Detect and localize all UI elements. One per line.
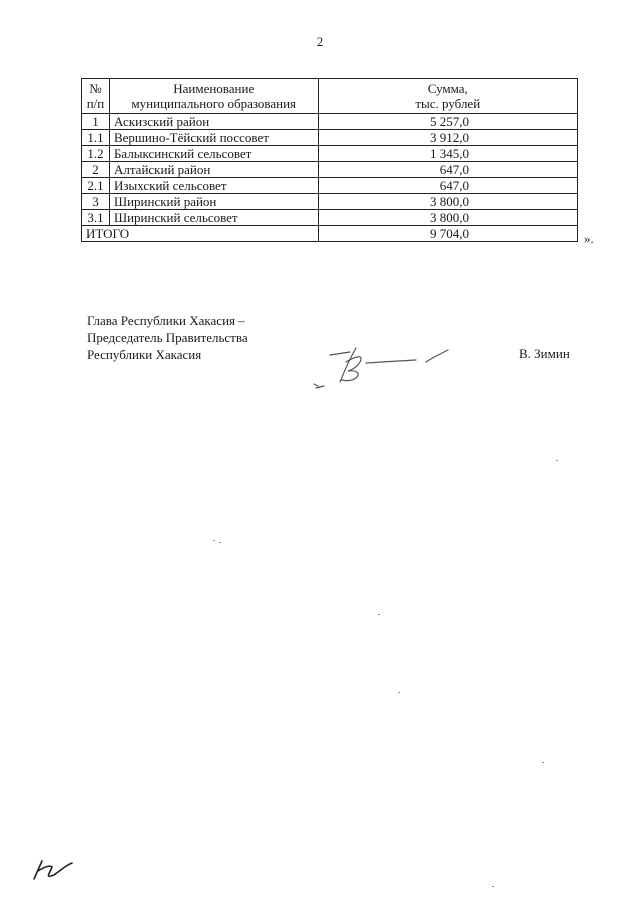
row-municipality: Изыхский сельсовет	[109, 178, 318, 194]
row-sum: 3 912,0	[318, 130, 578, 146]
signature-mark	[310, 340, 460, 390]
header-sum	[318, 79, 578, 114]
row-sum: 5 257,0	[318, 114, 578, 130]
row-sum: 1 345,0	[318, 146, 578, 162]
table-row	[82, 130, 578, 146]
table-total-row	[82, 226, 578, 242]
row-sum: 3 800,0	[318, 194, 578, 210]
scan-speck	[378, 614, 380, 615]
row-municipality: Ширинский сельсовет	[109, 210, 318, 226]
table-row	[82, 178, 578, 194]
scan-speck	[398, 692, 400, 693]
row-sum: 3 800,0	[318, 210, 578, 226]
table-header-row	[82, 79, 578, 114]
row-number: 1.2	[82, 146, 110, 162]
row-municipality: Вершино-Тёйский поссовет	[109, 130, 318, 146]
row-municipality: Алтайский район	[109, 162, 318, 178]
row-number: 1	[82, 114, 110, 130]
scan-speck	[213, 540, 215, 541]
table-row	[82, 194, 578, 210]
header-municipality-line1: Наименование	[173, 81, 255, 96]
signer-name: В. Зимин	[519, 346, 570, 361]
header-sum-line1: Сумма,	[427, 81, 468, 96]
total-label: ИТОГО	[82, 226, 319, 242]
header-municipality	[109, 79, 318, 114]
signatory-block	[87, 312, 248, 363]
closing-quote: ».	[584, 231, 594, 246]
table-row	[82, 210, 578, 226]
header-number-line2: п/п	[86, 96, 105, 111]
allocation-table	[81, 78, 578, 242]
table-row	[82, 146, 578, 162]
signatory-title-line1: Глава Республики Хакасия –	[87, 313, 245, 328]
signatory-title-line3: Республики Хакасия	[87, 347, 202, 362]
scan-speck	[219, 542, 221, 543]
initials-mark	[28, 853, 78, 885]
header-sum-line2: тыс. рублей	[415, 96, 481, 111]
total-sum: 9 704,0	[318, 226, 578, 242]
scan-speck	[492, 886, 494, 887]
signatory-title-line2: Председатель Правительства	[87, 330, 248, 345]
row-number: 3.1	[82, 210, 110, 226]
scan-speck	[542, 762, 544, 763]
row-number: 1.1	[82, 130, 110, 146]
row-number: 2.1	[82, 178, 110, 194]
row-municipality: Ширинский район	[109, 194, 318, 210]
row-municipality: Балыксинский сельсовет	[109, 146, 318, 162]
row-number: 3	[82, 194, 110, 210]
row-sum: 647,0	[318, 178, 578, 194]
table-row	[82, 114, 578, 130]
scan-speck	[556, 460, 558, 461]
header-municipality-line2: муниципального образования	[131, 96, 297, 111]
row-sum: 647,0	[318, 162, 578, 178]
table-row	[82, 162, 578, 178]
header-number-line1: №	[89, 81, 102, 96]
row-municipality: Аскизский район	[109, 114, 318, 130]
page-number: 2	[316, 34, 324, 49]
header-number	[82, 79, 110, 114]
row-number: 2	[82, 162, 110, 178]
